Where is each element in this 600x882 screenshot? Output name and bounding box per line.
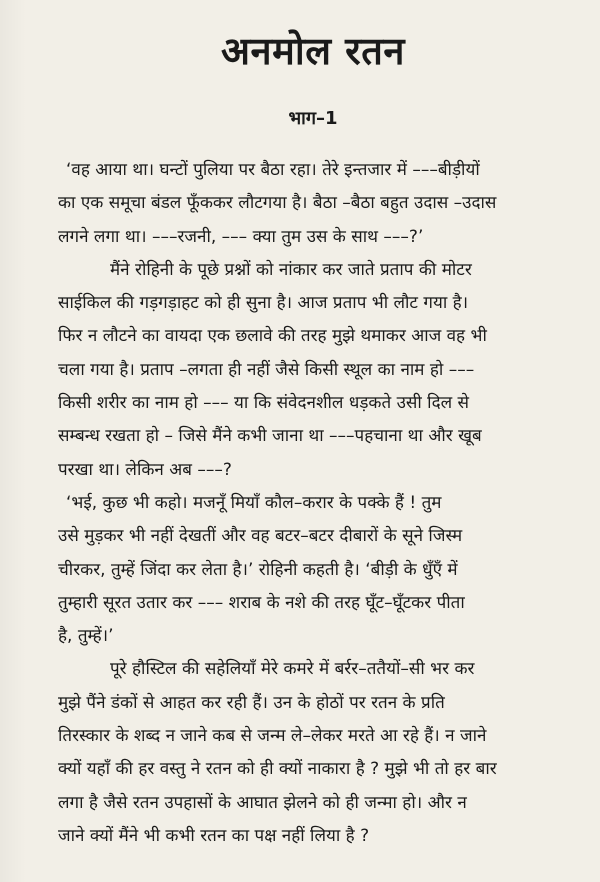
text-line: सम्बन्ध रखता हो – जिसे मैंने कभी जाना था –––पहचाना था और खूब	[58, 426, 482, 447]
paragraph-1	[58, 154, 568, 254]
text-line: मुझे पैंने डंकों से आहत कर रही हैं। उन के होठों पर रतन के प्रति	[58, 692, 445, 713]
text-line: चीरकर, तुम्हें जिंदा कर लेता है।’ रोहिनी कहती है। ‘बीड़ी के धुँएँ में	[58, 559, 458, 580]
text-line: मैंने रोहिनी के पूछे प्रश्नों को नांकार कर जाते प्रताप की मोटर	[110, 259, 472, 280]
text-line: पूरे हौस्टिल की सहेलियाँ मेरे कमरे में बर्रर–ततैयों–सी भर कर	[110, 659, 475, 680]
text-line: लगने लगा था। –––रजनी, ––– क्या तुम उस के साथ –––?’	[58, 226, 424, 247]
text-line: ‘वह आया था। घन्टों पुलिया पर बैठा रहा। तेरे इन्तजार में –––बीड़ीयों	[66, 160, 480, 180]
text-line: चला गया है। प्रताप –लगता ही नहीं जैसे किसी स्थूल का नाम हो –––	[58, 359, 475, 380]
text-line: ‘भई, कुछ भी कहो। मजनूँ मियाँ कौल–करार के पक्के हैं ! तुम	[66, 492, 442, 513]
text-line: साईकिल की गड़गड़ाहट को ही सुना है। आज प्रताप भी लौट गया है।	[58, 293, 469, 314]
text-line: लगा है जैसे रतन उपहासों के आघात झेलने को ही जन्मा हो। और न	[58, 792, 467, 813]
chapter-title: अनमोल रतन	[221, 29, 405, 73]
text-line: किसी शरीर का नाम हो ––– या कि संवेदनशील धड़कते उसी दिल से	[58, 393, 470, 414]
paragraph-2	[58, 254, 568, 487]
paragraph-4	[58, 653, 568, 853]
text-line: फिर न लौटने का वायदा एक छलावे की तरह मुझे थमाकर आज वह भी	[58, 326, 487, 347]
text-line: परखा था। लेकिन अब –––?	[58, 459, 232, 480]
part-heading: भाग–1	[288, 108, 338, 129]
text-line: उसे मुड़कर भी नहीं देखतीं और वह बटर–बटर दीबारों के सूने जिस्म	[58, 526, 463, 547]
text-line: तिरस्कार के शब्द न जाने कब से जन्म ले–लेकर मरते आ रहे हैं। न जाने	[58, 726, 487, 747]
text-line: है, तुम्हें।’	[58, 626, 114, 647]
text-line: तुम्हारी सूरत उतार कर ––– शराब के नशे की तरह घूँट–घूँटकर पीता	[58, 592, 465, 613]
text-line: का एक समूचा बंडल फूँककर लौटगया है। बैठा –बैठा बहुत उदास –उदास	[58, 193, 497, 214]
text-line: जाने क्यों मैंने भी कभी रतन का पक्ष नहीं लिया है ?	[58, 825, 370, 846]
paragraph-3	[58, 487, 568, 653]
text-line: क्यों यहाँ की हर वस्तु ने रतन को ही क्यों नाकारा है ? मुझे भी तो हर बार	[58, 759, 497, 780]
